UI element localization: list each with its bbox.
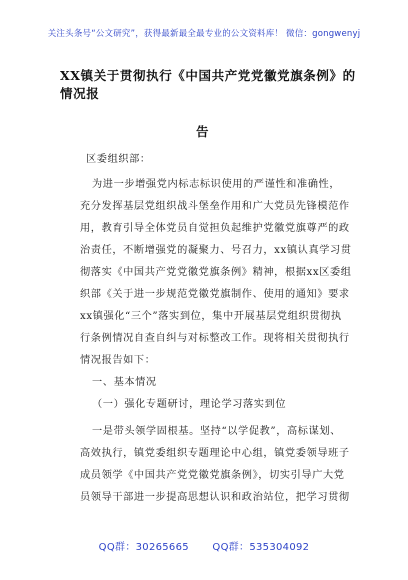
footer-qq-group-2: QQ群：535304092 [212,542,310,553]
document-title-continued: 告 [196,124,210,139]
paragraph-line: 治责任，不断增强党的凝聚力、号召力，xx镇认真学习贯 [80,245,352,256]
paragraph-line: 成员领学《中国共产党党徽党旗条例》，切实引导广大党 [80,470,345,481]
header-banner: 关注头条号“公文研究”，获得最新最全最专业的公文资料库！ 微信：gongwenyj [47,29,361,39]
footer-qq-group-1: QQ群：30265665 [98,542,189,553]
paragraph-line: 一是带头领学固根基。坚持“以学促教”，高标谋划、 [92,426,341,437]
footer-contacts [0,538,408,553]
salutation: 区委组织部： [86,154,151,165]
paragraph-line: xx镇强化“三个”落实到位，集中开展基层党组织贯彻执 [80,311,342,322]
paragraph-line: 充分发挥基层党组织战斗堡垒作用和广大党员先锋模范作 [80,201,350,212]
document-title: XX镇关于贯彻执行《中国共产党党徽党旗条例》的情况报 [60,68,356,101]
paragraph-line: 彻落实《中国共产党党徽党旗条例》精神，根据xx区委组 [80,267,352,278]
paragraph-line: 用，教育引导全体党员自觉担负起维护党徽党旗尊严的政 [80,223,350,234]
paragraph-line: 为进一步增强党内标志标识使用的严谨性和准确性， [92,179,341,190]
paragraph-line: 员领导干部进一步提高思想认识和政治站位，把学习贯彻 [80,492,350,503]
paragraph-line: 织部《关于进一步规范党徽党旗制作、使用的通知》要求 [80,289,350,300]
paragraph-line: 行条例情况自查自纠与对标整改工作。现将相关贯彻执行 [80,333,350,344]
paragraph-line: 高效执行，镇党委组织专题理论中心组，镇党委领导班子 [80,448,350,459]
subsection-heading: （一）强化专题研讨，理论学习落实到位 [92,399,287,410]
section-heading: 一、基本情况 [92,377,157,388]
paragraph-line: 情况报告如下： [80,355,156,366]
